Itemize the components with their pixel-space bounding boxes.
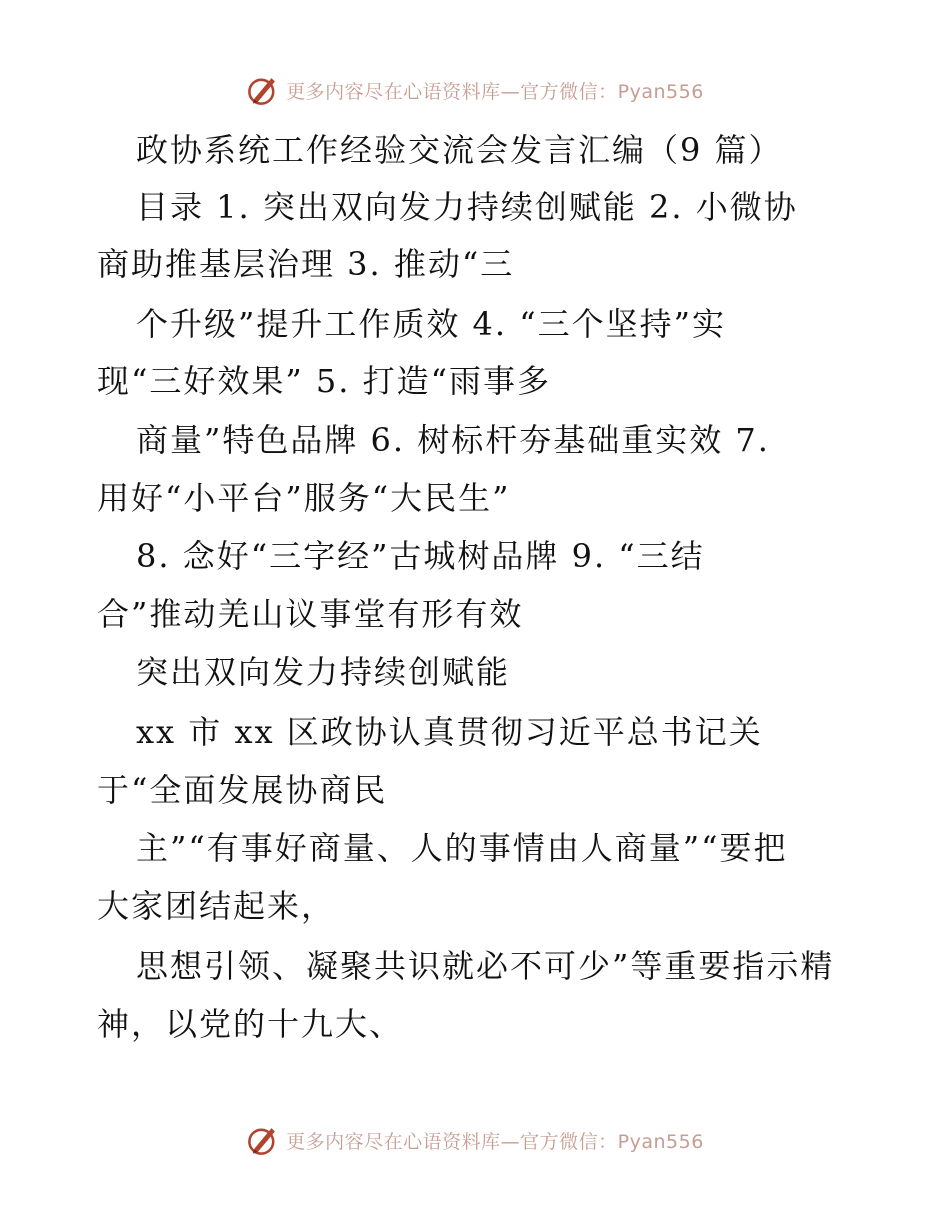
paragraph-line: 思想引领、凝聚共识就必不可少”等重要指示精 <box>136 947 835 985</box>
toc-line: 商量”特色品牌 6. 树标杆夯基础重实效 7. <box>136 421 770 459</box>
header-banner <box>0 70 950 110</box>
footer-banner-text: 更多内容尽在心语资料库—官方微信：Pyan556 <box>286 1130 704 1153</box>
header-banner-text: 更多内容尽在心语资料库—官方微信：Pyan556 <box>286 80 704 103</box>
paragraph-line: 神，以党的十九大、 <box>97 1005 404 1043</box>
toc-line: 商助推基层治理 3. 推动“三 <box>97 245 515 283</box>
pen-logo-icon <box>246 1123 280 1157</box>
footer-banner <box>0 1120 950 1160</box>
toc-line: 个升级”提升工作质效 4. “三个坚持”实 <box>136 305 726 343</box>
pen-logo-icon <box>246 73 280 107</box>
paragraph-line: 于“全面发展协商民 <box>97 771 388 809</box>
doc-title: 政协系统工作经验交流会发言汇编（9 篇） <box>136 131 783 169</box>
toc-line: 用好“小平台”服务“大民生” <box>97 479 511 517</box>
paragraph-line: xx 市 xx 区政协认真贯彻习近平总书记关 <box>136 713 763 751</box>
toc-line: 现“三好效果” 5. 打造“雨事多 <box>97 362 551 400</box>
paragraph-line: 大家团结起来， <box>97 887 336 925</box>
toc-line: 合”推动羌山议事堂有形有效 <box>97 595 524 633</box>
section-heading: 突出双向发力持续创赋能 <box>136 653 511 691</box>
paragraph-line: 主”“有事好商量、人的事情由人商量”“要把 <box>136 829 788 867</box>
toc-line: 8. 念好“三字经”古城树品牌 9. “三结 <box>136 537 705 575</box>
toc-line: 目录 1. 突出双向发力持续创赋能 2. 小微协 <box>136 188 798 226</box>
